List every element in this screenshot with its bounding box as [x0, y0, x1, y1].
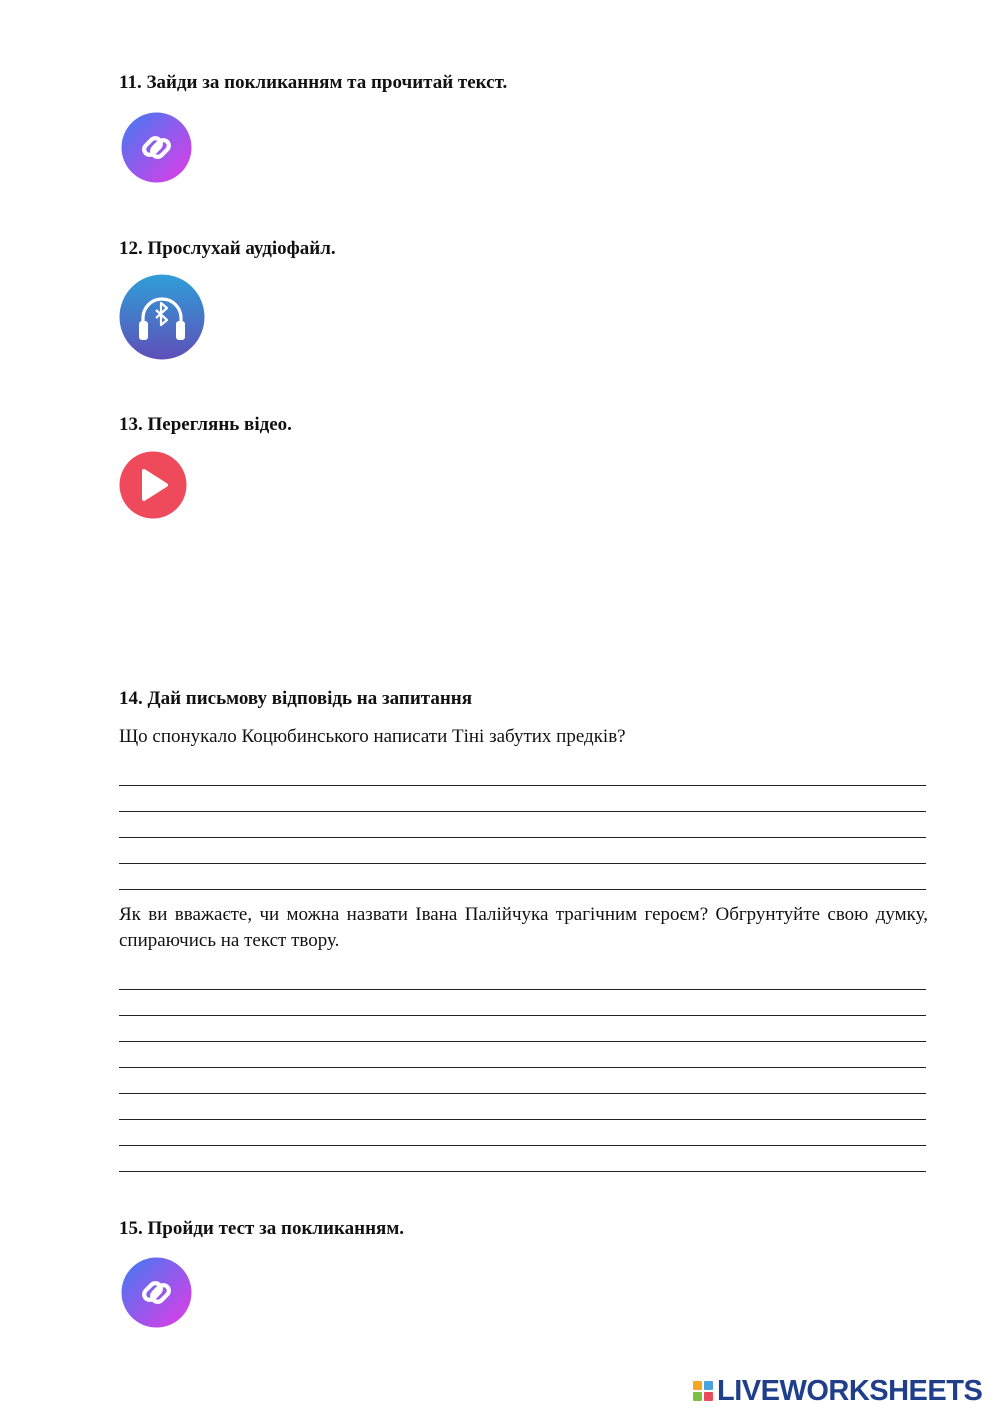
answer-line[interactable]	[119, 964, 926, 990]
task-13-video-button[interactable]	[119, 451, 187, 519]
answer-line[interactable]	[119, 864, 926, 890]
answer-line[interactable]	[119, 1016, 926, 1042]
answer-line[interactable]	[119, 812, 926, 838]
task-11-link-button[interactable]	[121, 112, 192, 183]
task-13-heading: 13. Переглянь відео.	[119, 414, 292, 435]
task-12-heading: 12. Прослухай аудіофайл.	[119, 238, 336, 259]
answer-line[interactable]	[119, 838, 926, 864]
question-2: Як ви вважаєте, чи можна назвати Івана Палійчука трагічним героєм? Обгрунтуйте свою думку, спираючись на текст твору.	[119, 904, 928, 951]
question-1: Що спонукало Коцюбинського написати Тіні забутих предків?	[119, 726, 626, 747]
liveworksheets-logo	[693, 1374, 982, 1408]
logo-mark-icon	[693, 1381, 713, 1401]
task-11-heading: 11. Зайди за покликанням та прочитай текст.	[119, 72, 508, 93]
answer-2-lines	[119, 964, 926, 1172]
answer-1-lines	[119, 760, 926, 890]
play-icon	[119, 451, 187, 519]
link-icon	[121, 112, 192, 183]
answer-line[interactable]	[119, 1094, 926, 1120]
answer-line[interactable]	[119, 1146, 926, 1172]
link-icon	[121, 1257, 192, 1328]
answer-line[interactable]	[119, 1120, 926, 1146]
task-14-heading: 14. Дай письмову відповідь на запитання	[119, 688, 473, 709]
task-15-heading: 15. Пройди тест за покликанням.	[119, 1218, 405, 1239]
headphones-icon	[119, 274, 205, 360]
answer-line[interactable]	[119, 1042, 926, 1068]
brand-name: LIVEWORKSHEETS	[717, 1374, 983, 1407]
task-15-link-button[interactable]	[121, 1257, 192, 1328]
task-12-audio-button[interactable]	[119, 274, 205, 360]
answer-line[interactable]	[119, 786, 926, 812]
answer-line[interactable]	[119, 990, 926, 1016]
answer-line[interactable]	[119, 1068, 926, 1094]
answer-line[interactable]	[119, 760, 926, 786]
